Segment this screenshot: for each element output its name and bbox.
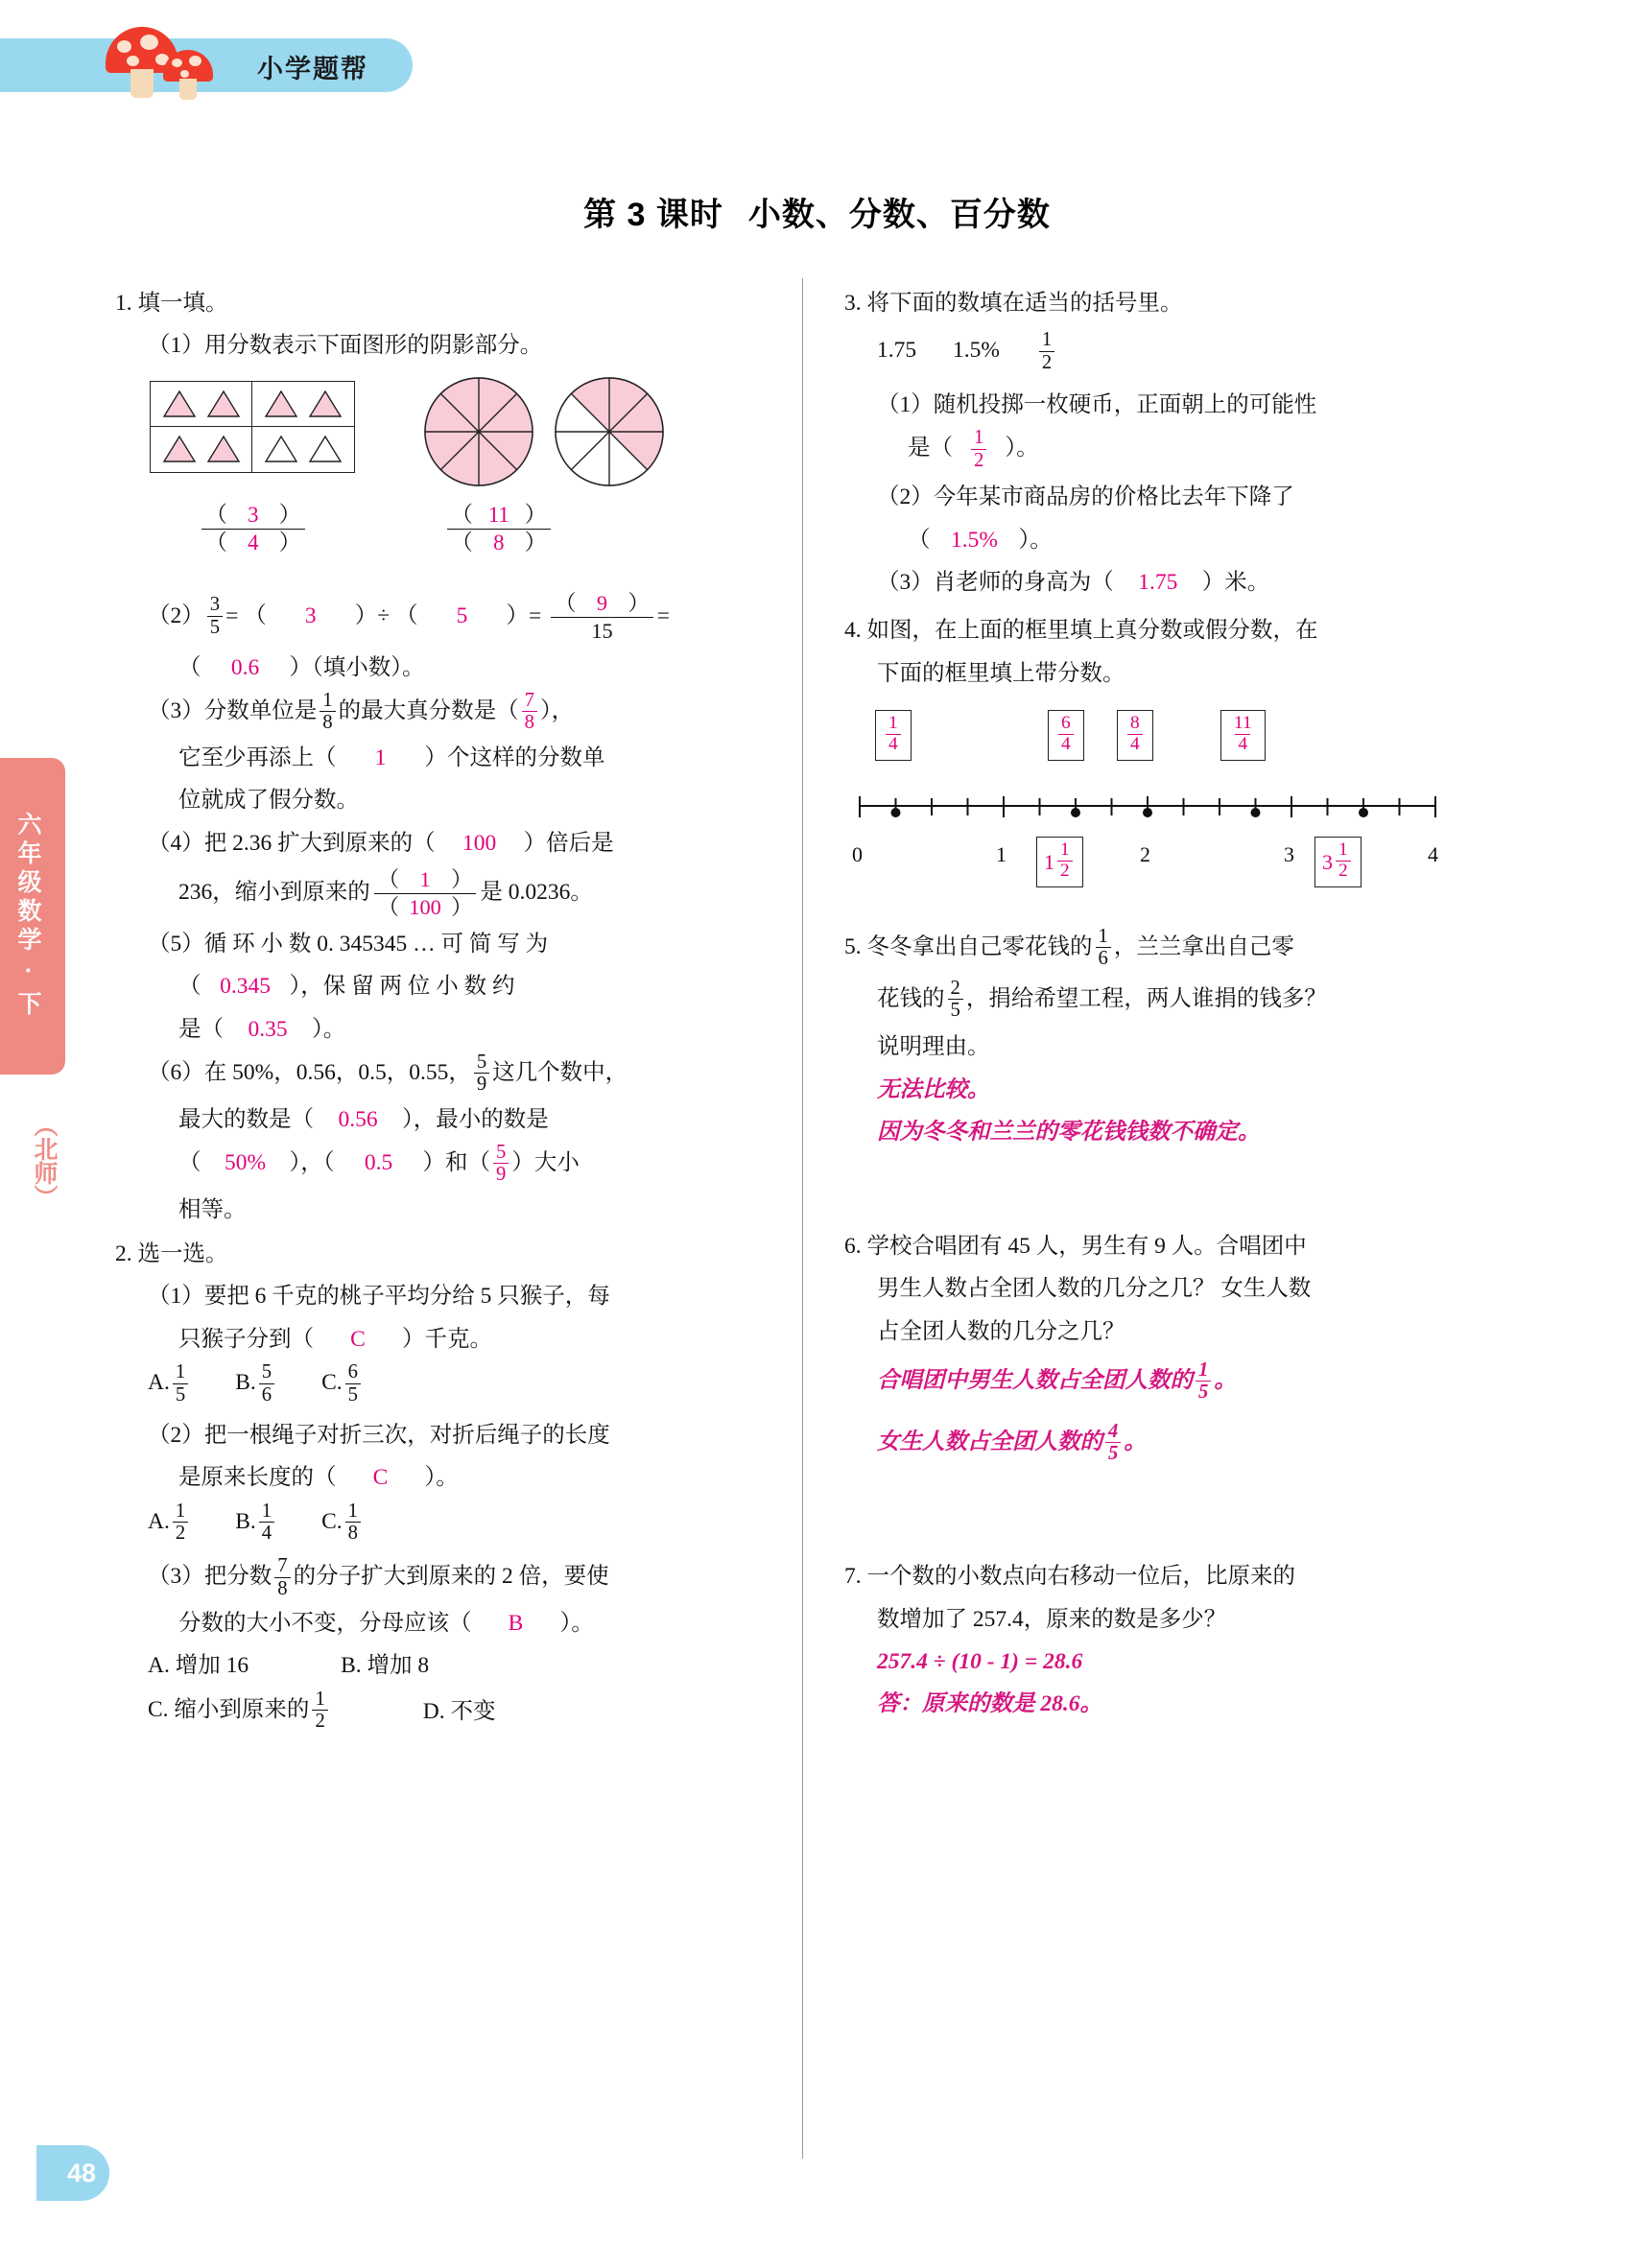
q3-given-1: 1.75 (877, 338, 917, 364)
q5-line2 (844, 979, 1506, 1023)
q2-sub2-option-a[interactable]: A. $\frac{1}{2}$ (148, 1501, 191, 1546)
q5-answer-1: 无法比较。 (877, 1076, 990, 1102)
q1-sub3-text3: ）， (539, 698, 575, 724)
q1-sub3 (115, 691, 700, 735)
q2-sub3-text2: 的分子扩大到原来的 2 倍，要使 (293, 1564, 609, 1590)
q1-sub6-text5: （ (178, 1150, 201, 1176)
q1-sub5-label: （5） (148, 931, 204, 957)
q1-sub2-frtop: 9 (596, 590, 608, 615)
q2-sub2-option-c[interactable]: C. $\frac{1}{8}$ (321, 1501, 364, 1546)
q1-sub5-text3: ），保 留 两 位 小 数 约 (289, 974, 515, 1000)
q1-sub6-text6: ），（ (289, 1150, 335, 1176)
q3-sub3 (844, 563, 1506, 602)
q1-sub4-frbottom: 100 (409, 894, 441, 919)
q3-sub2-answer: 1.5% (951, 527, 998, 553)
q1-sub6-text3: 最大的数是（ (178, 1106, 314, 1132)
triangle-cell (252, 427, 354, 472)
q3-sub3-text1: 肖老师的身高为（ (933, 569, 1114, 595)
triangle-empty-icon (308, 435, 343, 463)
q2-sub1-option-a[interactable]: A. $\frac{1}{5}$ (148, 1362, 191, 1406)
question-7 (844, 1557, 1506, 1595)
q1-sub1-text: 用分数表示下面图形的阴影部分。 (203, 333, 543, 359)
q1-sub2-label: （2） (148, 602, 204, 628)
q3-sub3-answer: 1.75 (1138, 569, 1178, 595)
q1-sub6-answer-fraction: $\frac{5}{9}$ (493, 1142, 509, 1186)
q1-sub3-text4: 它至少再添上（ (178, 744, 337, 770)
q3-sub1-label: （1） (877, 392, 934, 418)
q1-sub6-label: （6） (148, 1060, 204, 1086)
q2-sub3-fraction: $\frac{7}{8}$ (274, 1555, 290, 1599)
question-5 (844, 927, 1506, 971)
q4-line2 (844, 654, 1506, 693)
q1-sub6-line4 (115, 1191, 700, 1229)
q3-given-numbers (844, 330, 1506, 374)
q4-number: 4. (844, 618, 862, 644)
circle-fraction-answer: $\frac{( 11 )}{( 8 )}$ (443, 502, 555, 557)
q6-text1: 学校合唱团有 45 人，男生有 9 人。合唱团中 (866, 1233, 1307, 1259)
q1-sub4-fraction: $\frac{( 1 )}{( 100 )}$ (374, 866, 477, 921)
q5-text3: 花钱的 (877, 986, 945, 1012)
q1-sub4-line2 (115, 866, 700, 921)
q1-sub4-text3: 236，缩小到原来的 (178, 879, 370, 905)
numberline-tick-3: 3 (1284, 842, 1294, 867)
q1-sub1 (115, 326, 700, 365)
q2-sub3-text3: 分数的大小不变，分母应该（ (178, 1611, 472, 1637)
q2-sub2-answer: C (372, 1465, 389, 1491)
q3-sub1-line2 (844, 428, 1506, 472)
q1-sub5-text5: ）。 (312, 1016, 346, 1042)
numberline-axis (844, 796, 1458, 842)
q1-sub5-line3 (115, 1010, 700, 1049)
q1-sub3-label: （3） (148, 698, 204, 724)
q2-sub1-options (115, 1362, 700, 1406)
q1-sub6 (115, 1052, 700, 1097)
q5-text1: 冬冬拿出自己零花钱的 (866, 934, 1093, 960)
q1-sub1-answers (115, 502, 700, 590)
triangle-fraction-answer: $\frac{( 3 )}{( 4 )}$ (198, 502, 309, 557)
q3-sub2-text3: ）。 (1018, 527, 1053, 553)
mushroom-large-stem (130, 69, 154, 98)
q7-answer-2: 答：原来的数是 28.6。 (877, 1691, 1102, 1717)
q1-sub4-text1: 把 2.36 扩大到原来的（ (203, 830, 436, 856)
q3-sub1-answer-fraction: $\frac{1}{2}$ (971, 427, 986, 471)
q1-sub2-tail: （填小数）。 (312, 654, 425, 680)
q1-sub6-blank1: 0.56 (338, 1106, 378, 1132)
q2-sub1-text3: ）千克。 (402, 1326, 492, 1352)
triangle-shaded-icon (206, 390, 241, 418)
q2-sub3-line2 (115, 1604, 700, 1642)
numberline-tick-2: 2 (1140, 842, 1150, 867)
q1-sub1-label: （1） (148, 333, 204, 359)
q1-sub3-text2: 的最大真分数是（ (338, 698, 519, 724)
q2-sub1-option-c[interactable]: C. $\frac{6}{5}$ (321, 1362, 364, 1406)
sidebar-edition-label: （北师） (31, 1113, 58, 1209)
left-column (115, 284, 700, 1737)
q1-sub4-label: （4） (148, 830, 204, 856)
q1-sub2-line2: （ 0.6 ）（填小数）。 (115, 649, 700, 687)
q1-sub2-blank3: 0.6 (230, 654, 260, 680)
q1-sub6-line2 (115, 1100, 700, 1139)
circ-denominator: 8 (493, 531, 505, 555)
q3-sub1 (844, 386, 1506, 424)
divide-sign: ÷ (377, 602, 391, 628)
q2-sub3-label: （3） (148, 1564, 204, 1590)
q1-sub5 (115, 925, 700, 963)
q1-sub5-line2 (115, 967, 700, 1005)
q2-sub2-label: （2） (148, 1422, 204, 1448)
sidebar-grade-tab (0, 758, 65, 1075)
tri-numerator: 3 (248, 502, 259, 527)
q1-sub6-blank3: 0.5 (364, 1150, 393, 1176)
circ-numerator: 11 (487, 502, 509, 527)
q1-sub2-blank2: 5 (456, 602, 468, 628)
q2-sub1-option-b[interactable]: B. $\frac{5}{6}$ (235, 1362, 277, 1406)
q2-sub3-option-d[interactable]: D. 不变 (422, 1698, 496, 1724)
q1-sub5-text2: （ (178, 974, 201, 1000)
q3-given-2: 1.5% (953, 338, 1000, 364)
q1-sub4-text4: 是 0.0236。 (480, 879, 593, 905)
question-1 (115, 284, 700, 322)
q2-sub2-line2 (115, 1458, 700, 1497)
q1-sub6-text4: ），最小的数是 (402, 1106, 549, 1132)
q1-sub5-blank1: 0.345 (220, 974, 271, 1000)
q5-number: 5. (844, 934, 862, 960)
circle-figures (422, 375, 666, 488)
q1-sub3-answer-fraction: $\frac{7}{8}$ (522, 690, 537, 734)
q1-sub6-text7: ）和（ (422, 1150, 490, 1176)
q1-sub6-text9: 相等。 (178, 1196, 247, 1222)
q1-sub2: （2） $\frac{3}{5}$ = （ 3 ）÷ （ 5 ）= $\frac{( 9 )}{15}$ = (148, 590, 671, 643)
numberline-figure (844, 704, 1506, 896)
q3-given-3: $\frac{1}{2}$ (1039, 329, 1054, 373)
q5-answer-2: 因为冬冬和兰兰的零花钱钱数不确定。 (877, 1120, 1261, 1146)
numberline-box-above-2: $\frac{6}{4}$ (1048, 710, 1084, 761)
q1-number: 1. (115, 291, 132, 316)
q2-sub2 (115, 1416, 700, 1454)
q2-number: 2. (115, 1241, 132, 1267)
q2-sub1-answer: C (350, 1326, 366, 1352)
eq-sign: = (225, 602, 239, 628)
q2-sub2-text2: 是原来长度的（ (178, 1465, 337, 1491)
q2-sub3-text1: 把分数 (203, 1564, 272, 1590)
triangle-shaded-icon (264, 390, 298, 418)
q1-sub3-line3 (115, 781, 700, 819)
q3-number: 3. (844, 291, 862, 316)
q5-line3 (844, 1028, 1506, 1066)
sidebar-grade-label: 六年级数学 · 下 (14, 812, 41, 1021)
eq-sign: = (529, 602, 542, 628)
circle-partial-shaded-figure (553, 375, 666, 488)
q6-line3 (844, 1312, 1506, 1351)
question-4 (844, 611, 1506, 650)
q2-sub3-option-c[interactable]: C. 缩小到原来的 $\frac{1}{2}$ (148, 1689, 331, 1734)
q1-sub2-blank1: 3 (304, 602, 317, 628)
q3-sub2-line2 (844, 521, 1506, 559)
q1-sub2-frbottom: 15 (591, 618, 613, 643)
q2-sub1-text2: 只猴子分到（ (178, 1326, 314, 1352)
question-6 (844, 1227, 1506, 1265)
q1-sub3-blank1: 1 (374, 744, 387, 770)
q2-sub1-text1: 要把 6 千克的桃子平均分给 5 只猴子，每 (203, 1284, 610, 1310)
q7-line2 (844, 1600, 1506, 1639)
q1-sub3-text5: ）个这样的分数单 (424, 744, 605, 770)
numberline-tick-4: 4 (1428, 842, 1438, 867)
numberline-tick-0: 0 (852, 842, 863, 867)
q2-sub3-option-a[interactable]: A. 增加 16 (148, 1653, 249, 1679)
right-column (844, 284, 1506, 1728)
q7-text2: 数增加了 257.4，原来的数是多少？ (877, 1606, 1227, 1632)
q1-sub3-text1: 分数单位是 (203, 698, 318, 724)
q6-text3: 占全团人数的几分之几？ (877, 1318, 1125, 1344)
eq-sign: = (656, 602, 671, 628)
q2-sub1-line2 (115, 1320, 700, 1358)
q1-sub3-unit-fraction: $\frac{1}{8}$ (320, 690, 335, 734)
q2-sub1-label: （1） (148, 1284, 204, 1310)
q1-sub3-text6: 位就成了假分数。 (178, 788, 359, 814)
q7-answer-1: 257.4 ÷ (10 - 1) = 28.6 (877, 1649, 1083, 1675)
q1-sub5-text4: 是（ (178, 1016, 224, 1042)
q5-fraction-1: $\frac{1}{6}$ (1096, 926, 1111, 970)
q6-number: 6. (844, 1233, 862, 1259)
page-title (0, 188, 1634, 235)
q4-text2: 下面的框里填上带分数。 (877, 660, 1125, 686)
q3-sub2 (844, 478, 1506, 516)
q2-sub2-text3: ）。 (424, 1465, 459, 1491)
numberline-box-above-3: $\frac{8}{4}$ (1117, 710, 1153, 761)
q3-sub1-text3: ）。 (1005, 436, 1039, 461)
q2-sub2-options (115, 1501, 700, 1546)
q6-text2: 男生人数占全团人数的几分之几？ 女生人数 (877, 1276, 1312, 1302)
q7-number: 7. (844, 1564, 862, 1590)
column-divider (802, 278, 803, 2159)
q1-sub5-text1: 循 环 小 数 0. 345345 … 可 简 写 为 (203, 931, 549, 957)
mushroom-small-stem (179, 79, 197, 100)
q5-fraction-2: $\frac{2}{5}$ (948, 978, 963, 1022)
triangle-shaded-icon (162, 390, 197, 418)
numberline-box-above-1: $\frac{1}{4}$ (875, 710, 912, 761)
q4-text1: 如图，在上面的框里填上真分数或假分数，在 (866, 618, 1318, 644)
page-number-badge: 48 (36, 2145, 109, 2201)
q2-sub3 (115, 1556, 700, 1600)
numberline-box-below-1: 1 $\frac{1}{2}$ (1036, 837, 1083, 887)
brand-name: 小学题帮 (257, 55, 368, 83)
q2-sub2-text1: 把一根绳子对折三次，对折后绳子的长度 (203, 1422, 610, 1448)
q3-sub3-text2: ）米。 (1201, 569, 1270, 595)
circle-full-shaded-figure (422, 375, 535, 488)
q2-title: 选一选。 (137, 1241, 228, 1267)
q5-text2: ，兰兰拿出自己零 (1113, 934, 1294, 960)
q1-sub4-text2: ）倍后是 (523, 830, 614, 856)
q1-sub6-text1: 在 50%，0.56，0.5，0.55， (203, 1060, 471, 1086)
triangle-shaded-icon (206, 435, 241, 463)
q3-sub2-text2: （ (908, 527, 931, 553)
triangle-cell (151, 382, 252, 427)
q3-sub3-label: （3） (877, 569, 934, 595)
q1-sub6-text2: 这几个数中， (492, 1060, 628, 1086)
triangle-shaded-icon (308, 390, 343, 418)
q1-sub5-blank2: 0.35 (248, 1016, 288, 1042)
page-title-main: 小数、分数、百分数 (747, 197, 1051, 233)
triangle-cell (151, 427, 252, 472)
q2-sub3-text4: ）。 (559, 1611, 594, 1637)
tri-denominator: 4 (248, 531, 259, 555)
q1-title: 填一填。 (137, 291, 228, 316)
q2-sub3-options-row2 (115, 1689, 700, 1734)
q2-sub1 (115, 1277, 700, 1315)
numberline-box-below-2: 3 $\frac{1}{2}$ (1314, 837, 1362, 887)
q1-sub6-fraction: $\frac{5}{9}$ (474, 1051, 489, 1096)
triangle-empty-icon (264, 435, 298, 463)
q1-sub3-line2 (115, 739, 700, 777)
q2-sub2-option-b[interactable]: B. $\frac{1}{4}$ (235, 1501, 277, 1546)
triangle-shaded-icon (162, 435, 197, 463)
q1-figure-group (115, 375, 700, 502)
numberline-box-above-4: $\frac{11}{4}$ (1220, 710, 1266, 761)
q1-sub6-line3 (115, 1143, 700, 1187)
q1-sub6-blank2: 50% (224, 1150, 267, 1176)
q3-sub2-label: （2） (877, 484, 934, 510)
q6-answer-2: 女生人数占全团人数的 $\frac{4}{5}$ 。 (877, 1420, 1147, 1464)
question-3 (844, 284, 1506, 322)
q2-sub3-answer: B (508, 1611, 524, 1637)
q3-sub1-text1: 随机投掷一枚硬币，正面朝上的可能性 (933, 392, 1317, 418)
q1-sub4-frtop: 1 (419, 866, 431, 891)
q3-title: 将下面的数填在适当的括号里。 (866, 291, 1183, 316)
q1-sub6-text8: ）大小 (511, 1150, 580, 1176)
q6-line2 (844, 1269, 1506, 1308)
q2-sub3-option-b[interactable]: B. 增加 8 (341, 1653, 430, 1679)
q3-sub2-text1: 今年某市商品房的价格比去年下降了 (933, 484, 1294, 510)
triangle-grid-figure (150, 381, 355, 473)
numberline-tick-1: 1 (996, 842, 1006, 867)
triangle-cell (252, 382, 354, 427)
q1-sub4 (115, 824, 700, 862)
q6-answer-1: 合唱团中男生人数占全团人数的 $\frac{1}{5}$ 。 (877, 1358, 1237, 1404)
q3-sub1-text2: 是（ (908, 436, 953, 461)
question-2 (115, 1235, 700, 1273)
page-title-prefix: 第 3 课时 (583, 197, 723, 233)
q1-sub2-result-fraction: $\frac{( 9 )}{15}$ (551, 590, 653, 645)
q5-text4: ，捐给希望工程，两人谁捐的钱多？ (965, 986, 1327, 1012)
q1-sub2-fraction: $\frac{3}{5}$ (207, 594, 223, 638)
q5-text5: 说明理由。 (877, 1034, 990, 1060)
q1-sub4-blank1: 100 (462, 830, 497, 856)
q2-sub3-options-row1 (115, 1646, 700, 1685)
q7-text1: 一个数的小数点向右移动一位后，比原来的 (866, 1564, 1295, 1590)
